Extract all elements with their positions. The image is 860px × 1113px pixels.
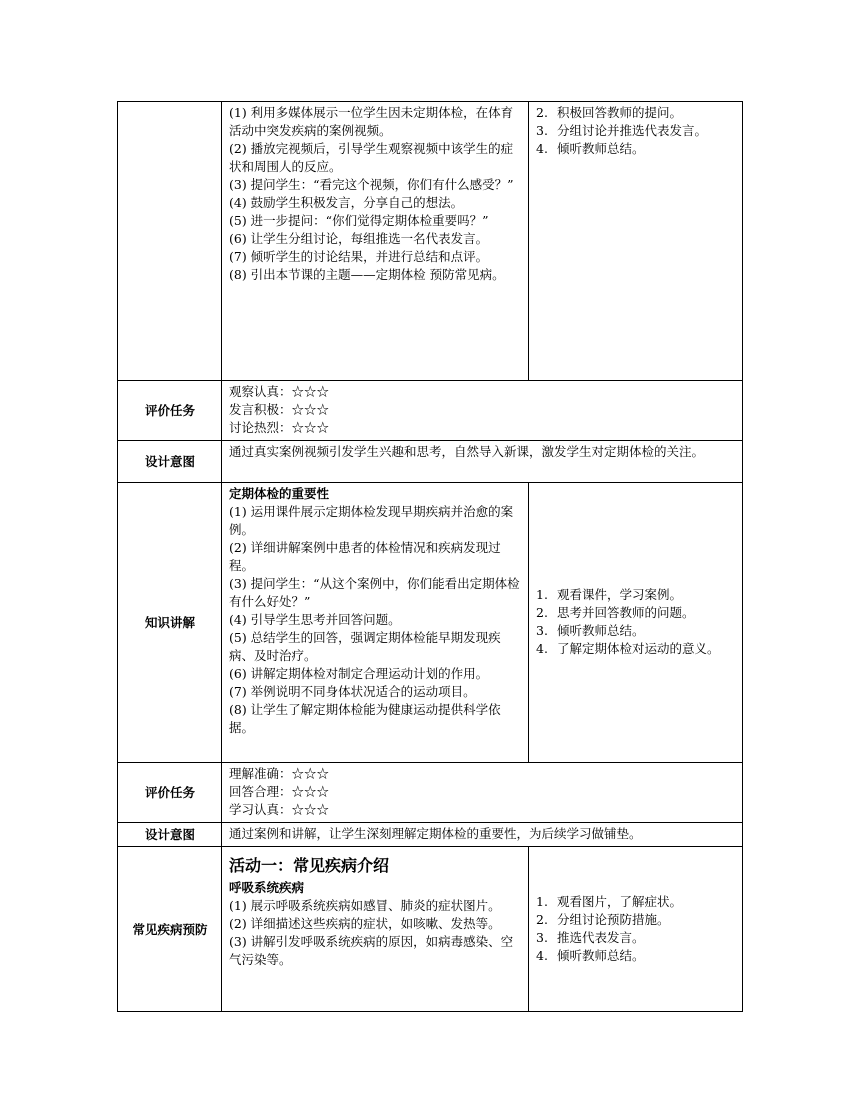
disease-teacher-activities [222, 847, 529, 1012]
intro-row-label [118, 102, 222, 381]
evaluation-item: 学习认真：☆☆☆ [229, 802, 330, 817]
student-step: 2. 积极回答教师的提问。 [536, 105, 683, 120]
disease-prevention-label: 常见疾病预防 [118, 847, 222, 1012]
knowledge-row [118, 483, 743, 763]
section-heading: 呼吸系统疾病 [229, 880, 305, 895]
teacher-step: (5) 进一步提问：“你们觉得定期体检重要吗？” [229, 213, 489, 228]
design-intent-label: 设计意图 [118, 441, 222, 483]
evaluation-item: 讨论热烈：☆☆☆ [229, 420, 330, 435]
knowledge-teacher-activities [222, 483, 529, 763]
evaluation-item: 理解准确：☆☆☆ [229, 766, 330, 781]
evaluation-item: 发言积极：☆☆☆ [229, 402, 330, 417]
teacher-step: (3) 提问学生：“从这个案例中，你们能看出定期体检有什么好处？” [229, 576, 520, 609]
teacher-step: (2) 播放完视频后，引导学生观察视频中该学生的症状和周围人的反应。 [229, 141, 514, 174]
intro-student-activities [529, 102, 743, 381]
teacher-step: (3) 提问学生：“看完这个视频，你们有什么感受？” [229, 177, 514, 192]
design-intent-paragraph: 通过真实案例视频引发学生兴趣和思考，自然导入新课，激发学生对定期体检的关注。 [229, 444, 705, 459]
teacher-step: (1) 利用多媒体展示一位学生因未定期体检，在体育活动中突发疾病的案例视频。 [229, 105, 514, 138]
disease-prevention-row [118, 847, 743, 1012]
student-step: 3. 分组讨论并推选代表发言。 [536, 123, 708, 138]
design-intent-paragraph: 通过案例和讲解，让学生深刻理解定期体检的重要性，为后续学习做铺垫。 [229, 826, 642, 841]
knowledge-label: 知识讲解 [118, 483, 222, 763]
intro-row [118, 102, 743, 381]
teacher-step: (6) 讲解定期体检对制定合理运动计划的作用。 [229, 666, 489, 681]
student-step: 1. 观看图片，了解症状。 [536, 893, 683, 909]
design-intent-row [118, 441, 743, 483]
teacher-step: (5) 总结学生的回答，强调定期体检能早期发现疾病、及时治疗。 [229, 630, 501, 663]
activity-title: 活动一：常见疾病介绍 [229, 856, 390, 875]
student-step: 4. 了解定期体检对运动的意义。 [536, 641, 720, 656]
evaluation-content [222, 381, 743, 441]
evaluation-label: 评价任务 [118, 381, 222, 441]
evaluation-row [118, 763, 743, 823]
student-step: 3. 推选代表发言。 [536, 929, 645, 945]
teacher-step: (4) 引导学生思考并回答问题。 [229, 612, 401, 627]
lesson-plan-table [117, 101, 743, 1012]
evaluation-item: 回答合理：☆☆☆ [229, 784, 330, 799]
design-intent-text [222, 441, 743, 483]
design-intent-text [222, 823, 743, 847]
student-step: 3. 倾听教师总结。 [536, 623, 645, 638]
teacher-step: (1) 运用课件展示定期体检发现早期疾病并治愈的案例。 [229, 504, 514, 537]
section-heading: 定期体检的重要性 [229, 486, 330, 501]
teacher-step: (2) 详细描述这些疾病的症状，如咳嗽、发热等。 [229, 916, 501, 931]
evaluation-item: 观察认真：☆☆☆ [229, 384, 330, 399]
teacher-step: (8) 引出本节课的主题——定期体检 预防常见病。 [229, 267, 505, 282]
evaluation-content [222, 763, 743, 823]
evaluation-row [118, 381, 743, 441]
design-intent-row [118, 823, 743, 847]
teacher-step: (7) 举例说明不同身体状况适合的运动项目。 [229, 684, 476, 699]
knowledge-student-activities [529, 483, 743, 763]
intro-teacher-activities [222, 102, 529, 381]
teacher-step: (7) 倾听学生的讨论结果，并进行总结和点评。 [229, 249, 489, 264]
teacher-step: (8) 让学生了解定期体检能为健康运动提供科学依据。 [229, 702, 501, 735]
teacher-step: (4) 鼓励学生积极发言，分享自己的想法。 [229, 195, 464, 210]
evaluation-label: 评价任务 [118, 763, 222, 823]
design-intent-label: 设计意图 [118, 823, 222, 847]
teacher-step: (6) 让学生分组讨论，每组推选一名代表发言。 [229, 231, 489, 246]
student-step: 4. 倾听教师总结。 [536, 141, 645, 156]
student-step: 4. 倾听教师总结。 [536, 947, 645, 963]
student-step: 2. 思考并回答教师的问题。 [536, 605, 695, 620]
teacher-step: (1) 展示呼吸系统疾病如感冒、肺炎的症状图片。 [229, 898, 501, 913]
teacher-step: (3) 讲解引发呼吸系统疾病的原因，如病毒感染、空气污染等。 [229, 934, 514, 967]
teacher-step: (2) 详细讲解案例中患者的体检情况和疾病发现过程。 [229, 540, 501, 573]
disease-student-activities [529, 847, 743, 1012]
student-step: 1. 观看课件，学习案例。 [536, 587, 683, 602]
student-step: 2. 分组讨论预防措施。 [536, 911, 670, 927]
